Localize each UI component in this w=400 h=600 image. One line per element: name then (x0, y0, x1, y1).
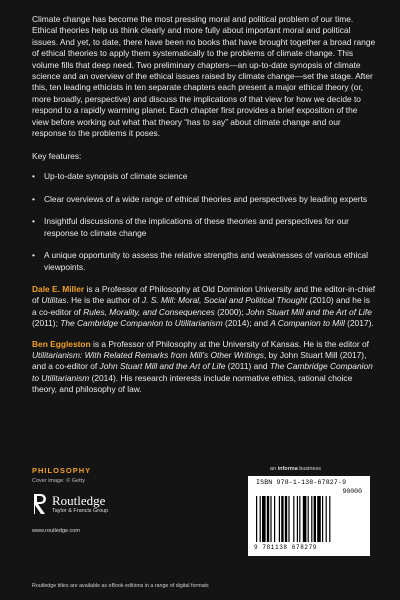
publisher-logo (32, 492, 172, 522)
price-code: 90000 (342, 488, 362, 495)
subject-label: PHILOSOPHY (32, 466, 92, 475)
bullet-dot-icon: • (32, 193, 35, 204)
barcode-bar (262, 496, 266, 542)
barcode-block (248, 476, 370, 556)
blurb-paragraph: Climate change has become the most pressing moral and political problem of our time. Ethical theories help us think clearly and more fully about important moral and political issues. And yet, to date, there have been no books that have brought together a broad range of ethical theories to apply them systematically to the problems of climate change. This volume fills that deep need. Two preliminary chapters—an up-to-date synopsis of climate science and an overview of the ethical issues raised by climate change—set the stage. After this, ten leading ethicists in ten separate chapters each present a major ethical theory (or, more broadly, perspective) and discuss the implications of that view for how we decide to respond to a rapidly warming planet. Each chapter first provides a brief exposition of the view before working out what that theory “has to say” about climate change and our response to the problems it poses. (32, 14, 376, 139)
barcode-bar (281, 496, 283, 542)
informa-prefix: an (269, 466, 278, 472)
ean-digits: 9 781138 678279 (254, 544, 318, 551)
barcode-bar (299, 496, 300, 542)
bio-text: (2014). His research interests include normative ethics, rational choice theory, and philosophy of law. (32, 372, 353, 395)
barcode-bar (256, 496, 257, 542)
informa-label (270, 466, 321, 472)
barcode-bar (326, 496, 327, 542)
barcode-bar (311, 496, 312, 542)
bio-text: (2017). (344, 318, 374, 329)
barcode-bar (303, 496, 307, 542)
bio-text: (2011) and (225, 361, 270, 372)
image-credit: Cover image: © Getty (32, 478, 85, 484)
barcode-bar (322, 496, 323, 542)
publisher-tagline: Taylor & Francis Group (52, 508, 109, 514)
list-item (32, 171, 376, 182)
list-item (32, 216, 376, 239)
barcode-bar (308, 496, 309, 542)
barcode-bar (288, 496, 289, 542)
bio-text: (2010) and he is a co-editor of (32, 295, 370, 317)
barcode-bar (317, 496, 321, 542)
bullet-dot-icon: • (32, 216, 35, 227)
barcode-bar (279, 496, 280, 542)
author-name: Dale E. Miller (32, 283, 85, 294)
book-title: John Stuart Mill and the Art of Life (99, 361, 226, 372)
barcode-bar (260, 496, 261, 542)
barcode-bar (274, 496, 275, 542)
book-title: Rules, Morality, and Consequences (83, 306, 215, 317)
informa-brand: informa (277, 466, 298, 472)
book-title: The Cambridge Companion to Utilitarianism (60, 318, 223, 329)
journal-title: Utilitas (41, 295, 67, 306)
list-item (32, 194, 376, 205)
routledge-logo-icon (32, 492, 48, 516)
barcode-bar (329, 496, 330, 542)
barcode-bar (270, 496, 271, 542)
bullet-dot-icon: • (32, 171, 35, 182)
barcode-icon (254, 488, 364, 544)
isbn-text: ISBN 978-1-138-67827-9 (256, 479, 347, 486)
bio-eggleston (32, 339, 376, 396)
book-title: A Companion to Mill (270, 318, 345, 329)
barcode-bar (293, 496, 294, 542)
key-features-title: Key features: (32, 151, 82, 162)
bio-text: , by John Stuart Mill (2017), and a co-editor of (32, 349, 367, 372)
bullet-dot-icon: • (32, 250, 35, 261)
bio-text: (2000); (214, 306, 247, 317)
bio-text: (2011); (32, 318, 61, 329)
cover-footer (32, 466, 376, 586)
publisher-name: Routledge (52, 493, 106, 508)
book-title: Utilitarianism: With Related Remarks from Mill’s Other Writings (32, 349, 264, 360)
barcode-bar (285, 496, 287, 542)
list-item (32, 250, 376, 273)
bio-text: (2014); and (222, 318, 271, 329)
book-title: John Stuart Mill and the Art of Life (246, 306, 372, 317)
book-title: The Cambridge Companion to Utilitarianism (32, 361, 373, 383)
book-title: J. S. Mill: Moral, Social and Political Thought (141, 295, 308, 306)
feature-text: Up-to-date synopsis of climate science (44, 171, 188, 182)
bio-text: is a Professor of Philosophy at Old Dominion University and the editor-in-chief of (32, 283, 376, 306)
barcode-bar (267, 496, 269, 542)
feature-text: Clear overviews of a wide range of ethical theories and perspectives by leading experts (44, 193, 368, 204)
barcode-bar (297, 496, 298, 542)
bio-miller (32, 284, 376, 330)
ebook-note: Routledge titles are available as eBook editions in a range of digital formats (32, 583, 209, 589)
main-text (32, 14, 376, 396)
author-name: Ben Eggleston (32, 338, 91, 349)
key-features-list (32, 171, 376, 272)
feature-text: Insightful discussions of the implications of these theories and perspectives for our response to climate change (44, 216, 349, 238)
publisher-website: www.routledge.com (32, 528, 80, 534)
bio-text: is a Professor of Philosophy at the University of Kansas. He is the editor of (90, 338, 370, 349)
barcode-bar (314, 496, 316, 542)
informa-suffix: business (297, 466, 321, 472)
bio-text: . He is the author of (66, 295, 142, 306)
feature-text: A unique opportunity to assess the relative strengths and weaknesses of various ethical viewpoints. (44, 250, 369, 272)
